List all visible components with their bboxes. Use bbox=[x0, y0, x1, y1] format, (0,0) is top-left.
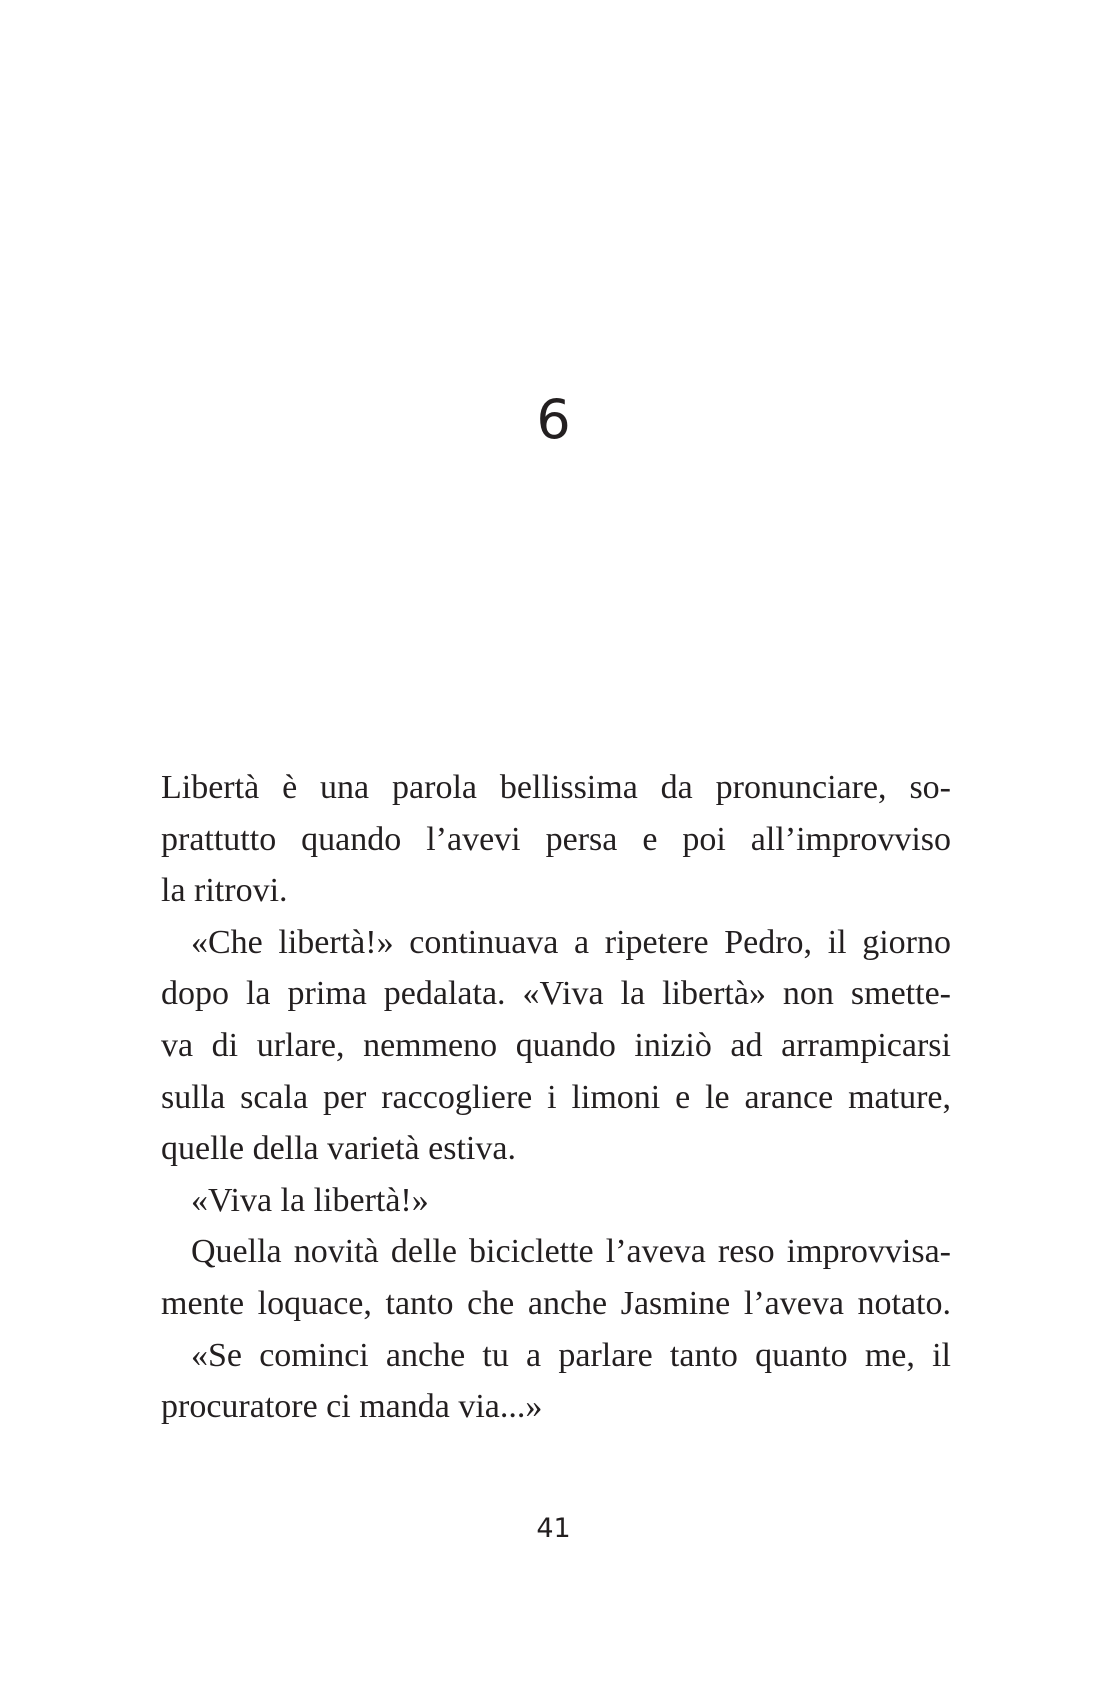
text-line: procuratore ci manda via...» bbox=[161, 1388, 543, 1426]
text-line: va di urlare, nemmeno quando iniziò ad arrampicarsi bbox=[161, 1026, 951, 1064]
text-line: Libertà è una parola bellissima da pronunciare, so- bbox=[161, 769, 951, 806]
text-line: sulla scala per raccogliere i limoni e le arance mature, bbox=[161, 1078, 951, 1116]
text-line: quelle della varietà estiva. bbox=[161, 1130, 516, 1168]
text-line: prattutto quando l’avevi persa e poi all’improvviso bbox=[161, 820, 951, 858]
text-line: mente loquace, tanto che anche Jasmine l’aveva notato. bbox=[161, 1284, 951, 1322]
text-line: «Se cominci anche tu a parlare tanto quanto me, il bbox=[191, 1336, 951, 1374]
text-line: «Viva la libertà!» bbox=[191, 1181, 429, 1219]
body-text bbox=[161, 762, 951, 1433]
text-line: Quella novità delle biciclette l’aveva reso improvvisa- bbox=[191, 1233, 951, 1271]
text-line: dopo la prima pedalata. «Viva la libertà» non smette- bbox=[161, 975, 951, 1013]
chapter-number: 6 bbox=[536, 388, 571, 451]
page-number: 41 bbox=[536, 1513, 571, 1544]
text-line: la ritrovi. bbox=[161, 872, 288, 910]
text-line: «Che libertà!» continuava a ripetere Pedro, il giorno bbox=[191, 923, 951, 961]
